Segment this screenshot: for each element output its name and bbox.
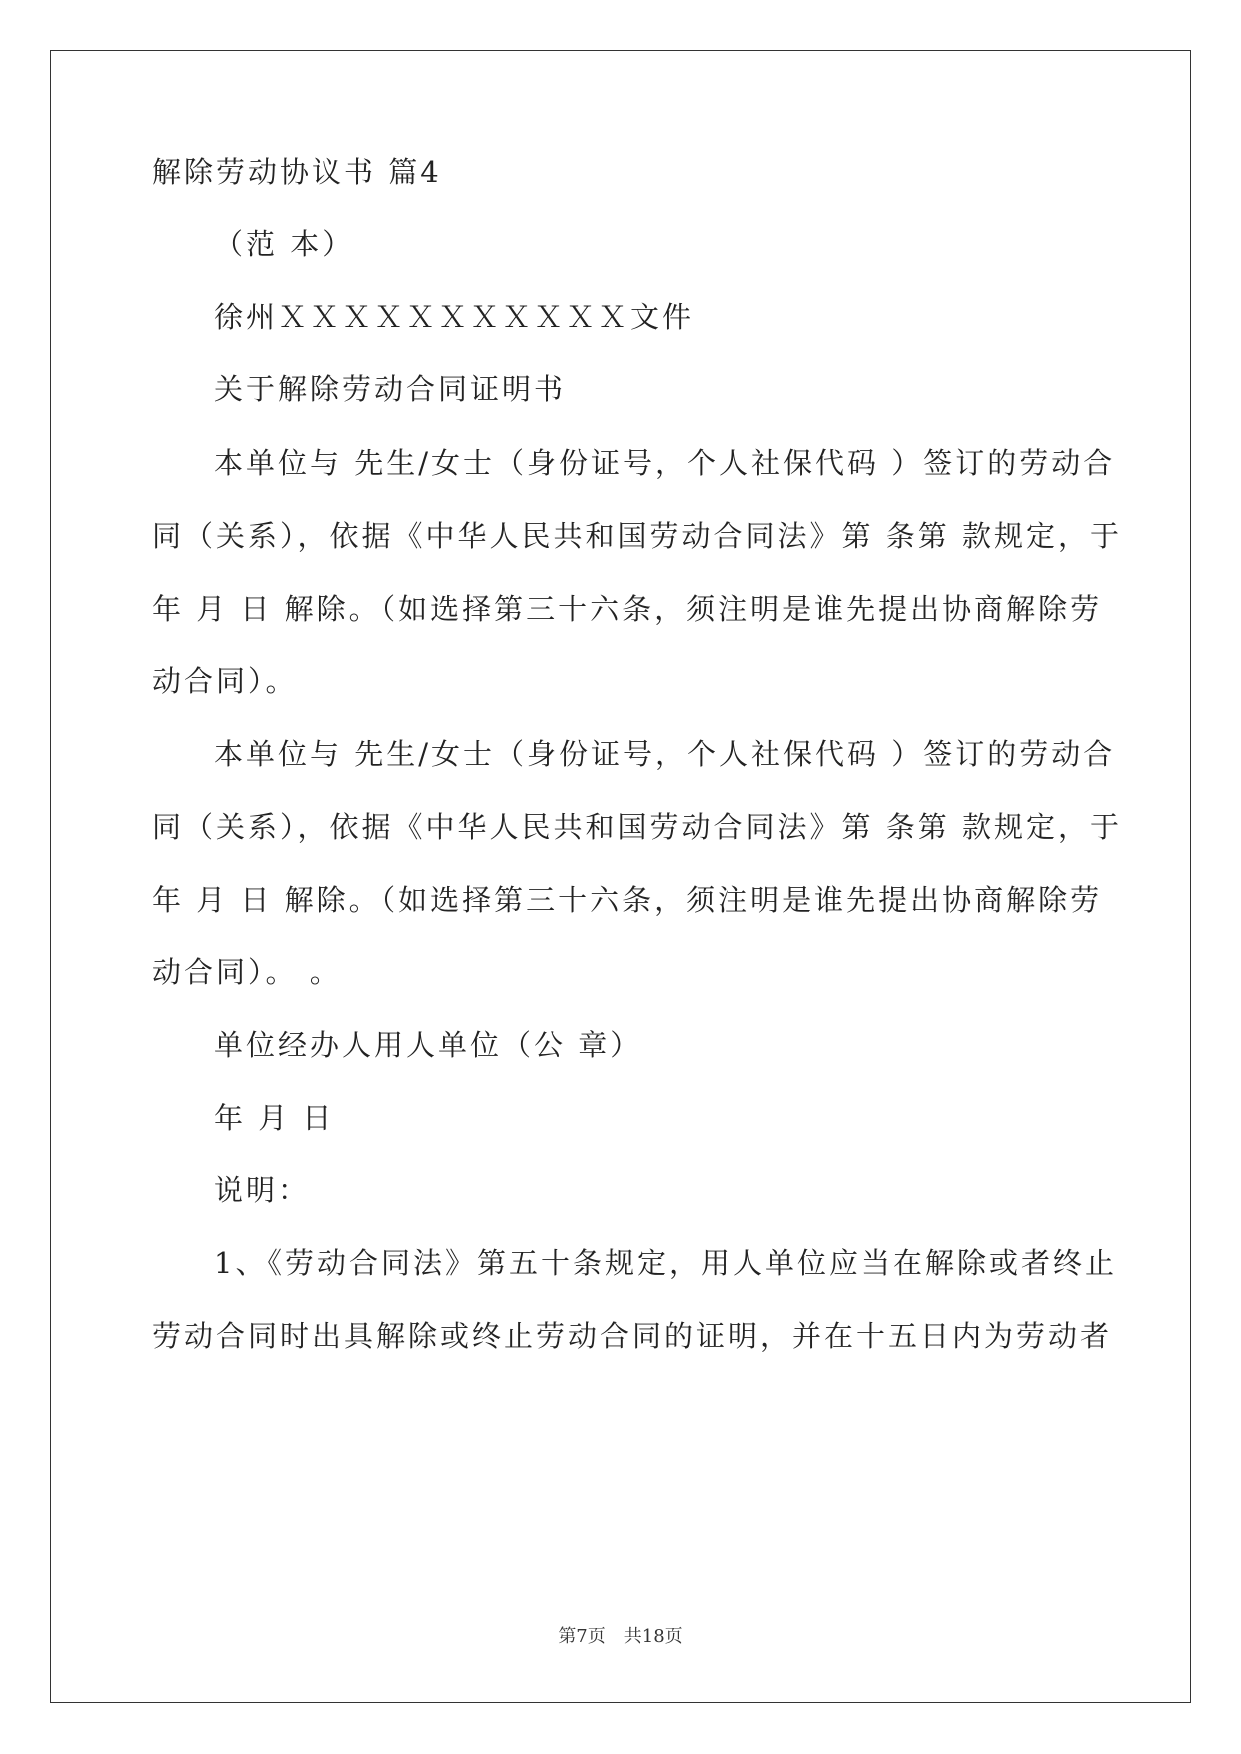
paragraph-2-line-3: 年 月 日 解除。（如选择第三十六条，须注明是谁先提出协商解除劳 [152, 883, 1103, 917]
notes-heading: 说明： [214, 1173, 311, 1207]
template-label: （范 本） [214, 227, 355, 261]
certificate-title: 关于解除劳动合同证明书 [214, 372, 567, 406]
document-issuer: 徐州ＸＸＸＸＸＸＸＸＸＸＸ文件 [214, 300, 695, 334]
note-1-line-2: 劳动合同时出具解除或终止劳动合同的证明，并在十五日内为劳动者 [152, 1319, 1113, 1353]
date-line: 年 月 日 [214, 1101, 335, 1135]
signature-line: 单位经办人用人单位（公 章） [214, 1028, 643, 1062]
paragraph-1-line-3: 年 月 日 解除。（如选择第三十六条，须注明是谁先提出协商解除劳 [152, 592, 1103, 626]
paragraph-2-line-2: 同（关系），依据《中华人民共和国劳动合同法》第 条第 款规定，于 [152, 810, 1122, 844]
page-number: 第7页 共18页 [558, 1626, 683, 1647]
paragraph-1-line-4: 动合同）。 [152, 664, 298, 698]
section-title: 解除劳动协议书 篇4 [152, 155, 442, 189]
paragraph-2-line-1: 本单位与 先生/女士（身份证号，个人社保代码 ）签订的劳动合 [214, 737, 1116, 771]
note-1-line-1: 1、《劳动合同法》第五十条规定，用人单位应当在解除或者终止 [214, 1246, 1117, 1280]
paragraph-1-line-1: 本单位与 先生/女士（身份证号，个人社保代码 ）签订的劳动合 [214, 446, 1116, 480]
paragraph-1-line-2: 同（关系），依据《中华人民共和国劳动合同法》第 条第 款规定，于 [152, 519, 1122, 553]
paragraph-2-line-4: 动合同）。 。 [152, 955, 342, 989]
